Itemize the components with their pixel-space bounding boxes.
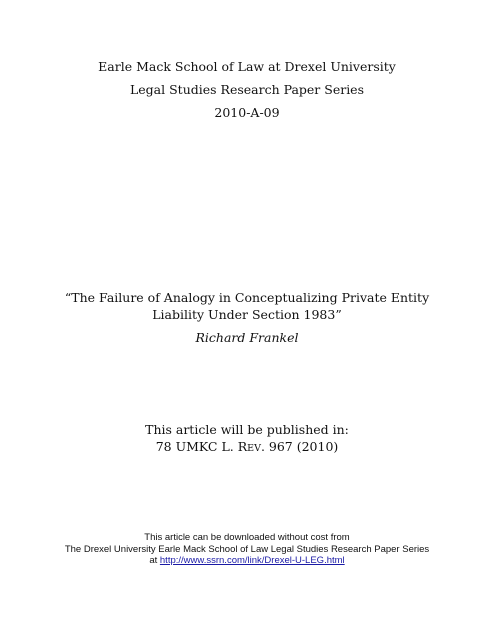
citation-suffix: . 967 (2010): [260, 439, 339, 454]
citation-prefix: 78 UMKC L. R: [155, 439, 248, 454]
publication-intro: This article will be published in:: [145, 422, 349, 437]
article-title-line2: Liability Under Section 1983”: [152, 307, 342, 322]
series-name: Legal Studies Research Paper Series: [129, 82, 364, 97]
footer-line1: This article can be downloaded without cost from: [144, 532, 350, 543]
footer-line3: [0, 556, 494, 566]
publication-citation: [0, 441, 494, 454]
article-title-line1: “The Failure of Analogy in Conceptualizing Private Entity: [64, 290, 430, 305]
footer-line2: The Drexel University Earle Mack School of Law Legal Studies Research Paper Series: [64, 544, 430, 555]
ssrn-link[interactable]: http://www.ssrn.com/link/Drexel-U-LEG.html: [159, 555, 345, 566]
citation-smallcaps: EV: [247, 443, 261, 454]
paper-number: 2010-A-09: [214, 105, 280, 120]
footer-at-label: at: [149, 555, 160, 566]
article-author: Richard Frankel: [195, 330, 299, 345]
institution-name: Earle Mack School of Law at Drexel University: [98, 59, 396, 74]
